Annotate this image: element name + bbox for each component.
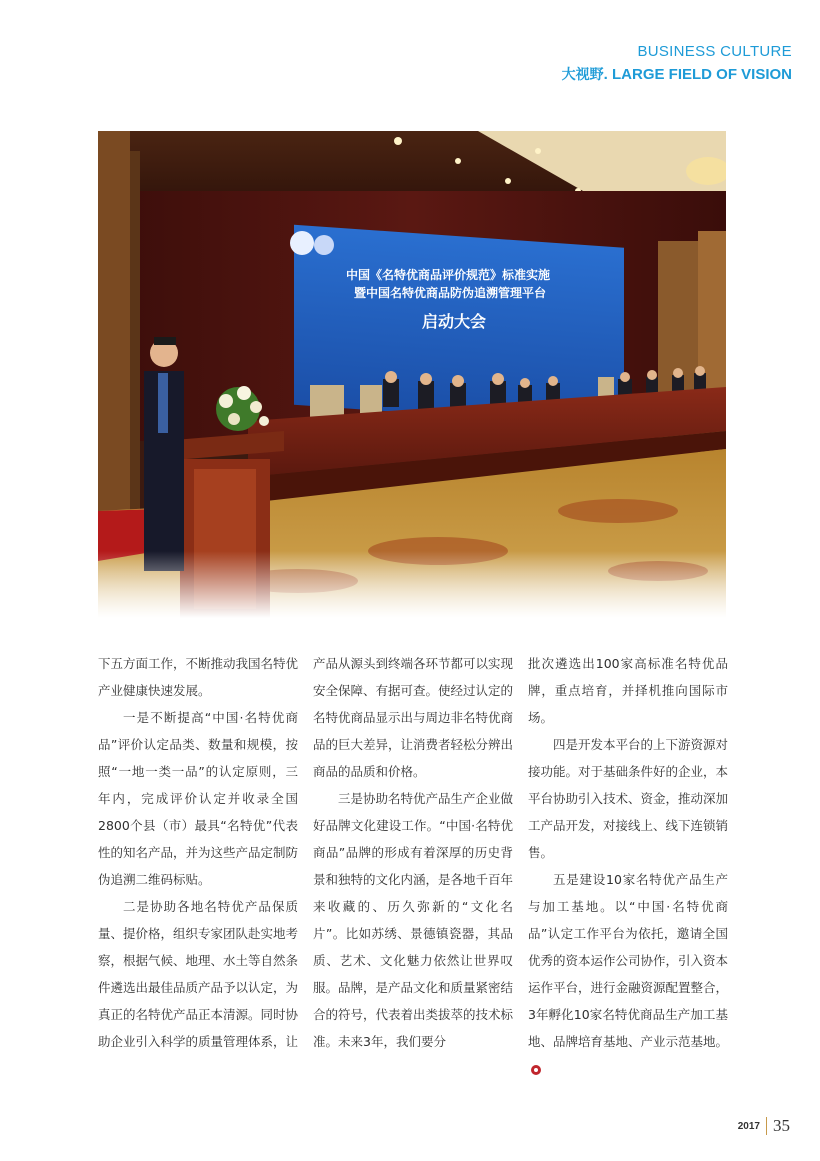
paragraph-text: 三是协助名特优产品生产企业做好品牌文化建设工作。“中国·名特优商品”品牌的形成有着深厚的历史背景和独特的文化内涵，是各地千百年来收藏的、历久弥新的“文化名片”。比如苏绣、景德镇瓷器，其品质、艺术、文化魅力依然让世界叹服。品牌，是产品文化和质量紧密结合的符号，代表着出类拔萃的技术标准。未来3年，我们要分 — [313, 791, 514, 1049]
text-column-3 — [528, 650, 728, 1082]
paragraph: 下五方面工作，不断推动我国名特优产业健康快速发展。 — [98, 656, 299, 698]
paragraph-text: 五是建设10家名特优产品生产与加工基地。以“中国·名特优商品”认定工作平台为依托，邀请全国优秀的资本运作公司协作，引入资本运作平台，进行金融资源配置整合，3年孵化10家名特优商品生产加工基地、品牌培育基地、产业示范基地。 — [528, 872, 729, 1049]
paragraph-point-five — [528, 866, 728, 1082]
page-footer — [738, 1116, 790, 1136]
banner-line3: 启动大会 — [421, 312, 487, 331]
paragraph-text: 二是协助各地名特优产品保质量、提价格，组织专家团队赴实地考察，根据气候、地理、水土等自然条件遴选出最佳品质产品予以认定，为真正的名特优产品正本清源。同时协助企业引入科学的质量管理体系，让 — [98, 899, 299, 1049]
section-title-cn: 大视野 — [561, 67, 604, 83]
paragraph-point-two — [98, 893, 298, 1055]
paragraph-point-one — [98, 704, 298, 893]
paragraph-text: 四是开发本平台的上下游资源对接功能。对于基础条件好的企业，本平台协助引入技术、资金，推动深加工产品开发，对接线上、线下连锁销售。 — [528, 737, 729, 860]
text-column-2 — [313, 650, 513, 1055]
paragraph-text: 一是不断提高“中国·名特优商品”评价认定品类、数量和规模，按照“一地一类一品”的认定原则，三年内，完成评价认定并收录全国2800个县（市）最具“名特优”代表性的知名产品，并为这些产品定制防伪追溯二维码标贴。 — [98, 710, 299, 887]
footer-divider — [766, 1117, 767, 1135]
paragraph-point-three — [313, 785, 513, 1055]
paragraph: 批次遴选出100家高标准名特优品牌，重点培育，并择机推向国际市场。 — [528, 656, 728, 725]
banner-line2: 暨中国名特优商品防伪追溯管理平台 — [353, 286, 547, 300]
speaker-figure — [144, 337, 184, 571]
page-number: 35 — [773, 1116, 790, 1135]
paragraph-point-four — [528, 731, 728, 866]
section-subtitle-en: . LARGE FIELD OF VISION — [603, 66, 792, 83]
section-header — [562, 42, 792, 85]
end-mark-icon — [531, 1065, 541, 1075]
paragraph: 产品从源头到终端各环节都可以实现安全保障、有据可查。使经过认定的名特优商品显示出与周边非名特优商品的巨大差异，让消费者轻松分辨出商品的品质和价格。 — [313, 656, 514, 779]
event-photo — [98, 131, 726, 618]
section-title-en: BUSINESS CULTURE — [637, 43, 792, 60]
banner-line1: 中国《名特优商品评价规范》标准实施 — [345, 268, 551, 282]
text-column-1 — [98, 650, 298, 1055]
section-subtitle — [562, 64, 792, 85]
issue-year: 2017 — [737, 1120, 760, 1132]
